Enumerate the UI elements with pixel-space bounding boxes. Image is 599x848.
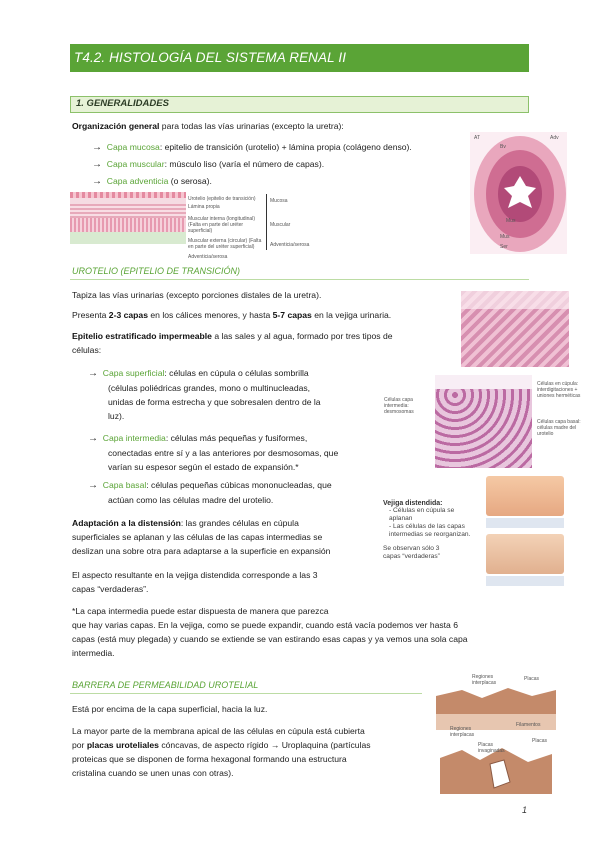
layer-text: (o serosa).	[168, 176, 212, 186]
section-title: 1. GENERALIDADES	[76, 98, 169, 109]
aspect-paragraph	[72, 568, 372, 596]
layer-name: Capa adventicia	[106, 176, 169, 186]
text: cristalina cuando se unen unas con otras).	[72, 768, 234, 778]
fig-label: Regiones interplacas	[472, 674, 497, 686]
layer-text: : músculo liso (varía el número de capas).	[164, 159, 325, 169]
diagram-label: Adventicia/serosa	[188, 254, 228, 260]
micro-label: Células en cúpula: interdigitaciones + uniones herméticas	[537, 381, 581, 399]
text: Presenta	[72, 310, 109, 320]
distended-item: - Las células de las capas intermedias se reorganizan.	[389, 523, 471, 538]
subsection-title: BARRERA DE PERMEABILIDAD UROTELIAL	[72, 680, 259, 690]
layer-name: Capa mucosa	[106, 142, 160, 152]
fig-label: Filamentos	[516, 722, 541, 728]
ureter-image	[470, 132, 567, 254]
layer-item	[92, 157, 324, 172]
text: capas “verdaderas”.	[72, 584, 149, 594]
text: capas (está muy plegada) y cuando se extiende se van estirando esas capas y ya vemos una sola capa	[72, 634, 468, 644]
cell-text: luz).	[108, 411, 125, 421]
cell-type-basal	[88, 478, 372, 507]
photo-label: Adv	[550, 135, 559, 141]
layer-name: Capa muscular	[106, 159, 165, 169]
distended-item: - Células en cúpula se aplanan	[389, 507, 455, 522]
ureter-photo	[470, 132, 567, 254]
photo-label: AT	[474, 135, 481, 141]
text: La mayor parte de la membrana apical de las células en cúpula está cubierta	[72, 726, 365, 736]
distended-note: Se observan sólo 3	[383, 545, 440, 552]
bracket-label: Mucosa	[270, 198, 288, 204]
text: deslizan una sobre otra para adaptarse a la superficie en expansión	[72, 546, 331, 556]
photo-label: Bv	[500, 144, 506, 150]
cell-text: conectadas entre sí y a las anteriores por desmosomas, que	[108, 448, 339, 458]
photo-label: Mus	[500, 234, 510, 240]
cell-name: Capa intermedia	[102, 433, 166, 443]
bold-text: 2-3 capas	[108, 310, 148, 320]
fig-label: Regiones interplacas	[450, 726, 475, 738]
arrow-icon: →	[92, 142, 102, 153]
diagram-label: Muscular interna (longitudinal) (Falta en parte del uréter superficial)	[188, 216, 255, 234]
cell-text: : células en cúpula o células sombrilla	[164, 368, 309, 378]
arrow-icon: →	[88, 368, 98, 379]
text: superficiales se aplanan y las células de las capas intermedias se	[72, 532, 323, 542]
subsection-title: UROTELIO (EPITELIO DE TRANSICIÓN)	[72, 266, 241, 276]
histology-photo	[461, 291, 569, 367]
layer-diagram	[70, 192, 186, 250]
cell-name: Capa superficial	[102, 368, 165, 378]
urotelio-p2	[72, 308, 391, 322]
text: en los cálices menores, y hasta	[147, 310, 273, 320]
cell-text: : células más pequeñas y fusiformes,	[165, 433, 308, 443]
cell-name: Capa basal	[102, 480, 147, 490]
cell-type-intermediate	[88, 431, 372, 474]
text: El aspecto resultante en la vejiga distendida corresponde a las 3	[72, 570, 318, 580]
diagram-bracket-line	[266, 194, 267, 250]
cell-text: varían su espesor según el estado de expansión.*	[108, 462, 299, 472]
text: proteicas que se disponen de forma hexagonal formando una estructura	[72, 754, 347, 764]
bold-text: 5-7 capas	[272, 310, 312, 320]
fig-label: Placas invaginadas	[478, 742, 505, 754]
page-number: 1	[522, 805, 528, 815]
diagram-labels	[188, 196, 266, 260]
distended-note: capas “verdaderas”	[383, 553, 440, 560]
photo-label: Mus	[506, 218, 516, 224]
arrow-icon: →	[92, 159, 102, 170]
urotelio-p3	[72, 329, 452, 357]
cell-text: actúan como las células madre del urotelio.	[108, 495, 274, 505]
text: a las sales y al agua, formado por tres tipos de	[211, 331, 393, 341]
fig-label: Placas	[532, 738, 548, 744]
plaque-figure	[432, 670, 560, 802]
text: células:	[72, 345, 102, 355]
distended-title: Vejiga distendida:	[383, 500, 443, 507]
bracket-label: Muscular	[270, 222, 291, 228]
bracket-label: Adventicia/serosa	[270, 242, 310, 248]
text: por	[72, 740, 87, 750]
diagram-label: Muscular externa (circular) (Falta en parte del uréter superficial)	[188, 238, 262, 250]
bold-text: Epitelio estratificado impermeable	[72, 331, 212, 341]
bladder-layer-drawing	[486, 476, 564, 606]
arrow-icon: →	[92, 176, 102, 187]
diagram-label: Lámina propia	[188, 204, 220, 210]
bold-text: placas uroteliales	[86, 740, 159, 750]
fig-label: Placas	[524, 676, 540, 682]
subsection-rule	[70, 279, 529, 280]
cell-text: : células pequeñas cúbicas mononucleadas, que	[146, 480, 332, 490]
micro-label: Células capa intermedia: desmosomas	[384, 397, 414, 415]
urotelio-p1: Tapiza las vías urinarias (excepto porciones distales de la uretra).	[72, 290, 322, 300]
arrow-icon: →	[88, 480, 98, 491]
text: : las grandes células en cúpula	[180, 518, 299, 528]
photo-label: Ser	[500, 244, 508, 250]
layer-item	[92, 174, 212, 189]
cell-text: unidas de forma estrecha y que sobresalen dentro de la	[108, 397, 321, 407]
micro-label: Células capa basal: células madre del urotelio	[537, 419, 581, 437]
note-paragraph	[72, 604, 532, 660]
cell-text: (células poliédricas grandes, mono o multinucleadas,	[108, 383, 311, 393]
intro-paragraph	[72, 119, 344, 133]
layer-item	[92, 140, 412, 155]
text: cóncavas, de aspecto rígido → Uroplaquina (partículas	[158, 740, 371, 750]
barrera-p1: Está por encima de la capa superficial, hacia la luz.	[72, 704, 268, 714]
micrograph	[435, 375, 532, 468]
arrow-icon: →	[88, 433, 98, 444]
distended-box	[383, 500, 479, 561]
bold-text: Adaptación a la distensión	[72, 518, 181, 528]
layer-text: : epitelio de transición (urotelio) + lámina propia (colágeno denso).	[159, 142, 412, 152]
intro-rest: para todas las vías urinarias (excepto la uretra):	[159, 121, 344, 131]
intro-bold: Organización general	[72, 121, 160, 131]
text: en la vejiga urinaria.	[311, 310, 392, 320]
diagram-label: Urotelio (epitelio de transición)	[188, 196, 256, 202]
barrera-p2	[72, 724, 422, 780]
cell-type-superficial	[88, 366, 372, 423]
text: que hay varias capas. En la vejiga, como se puede expandir, cuando está vacía podemos ver hasta 6	[72, 620, 459, 630]
subsection-rule	[70, 693, 422, 694]
text: *La capa intermedia puede estar dispuesta de manera que parezca	[72, 606, 329, 616]
text: intermedia.	[72, 648, 115, 658]
adaptation-paragraph	[72, 516, 372, 558]
page-title: T4.2. HISTOLOGÍA DEL SISTEMA RENAL II	[74, 50, 347, 65]
